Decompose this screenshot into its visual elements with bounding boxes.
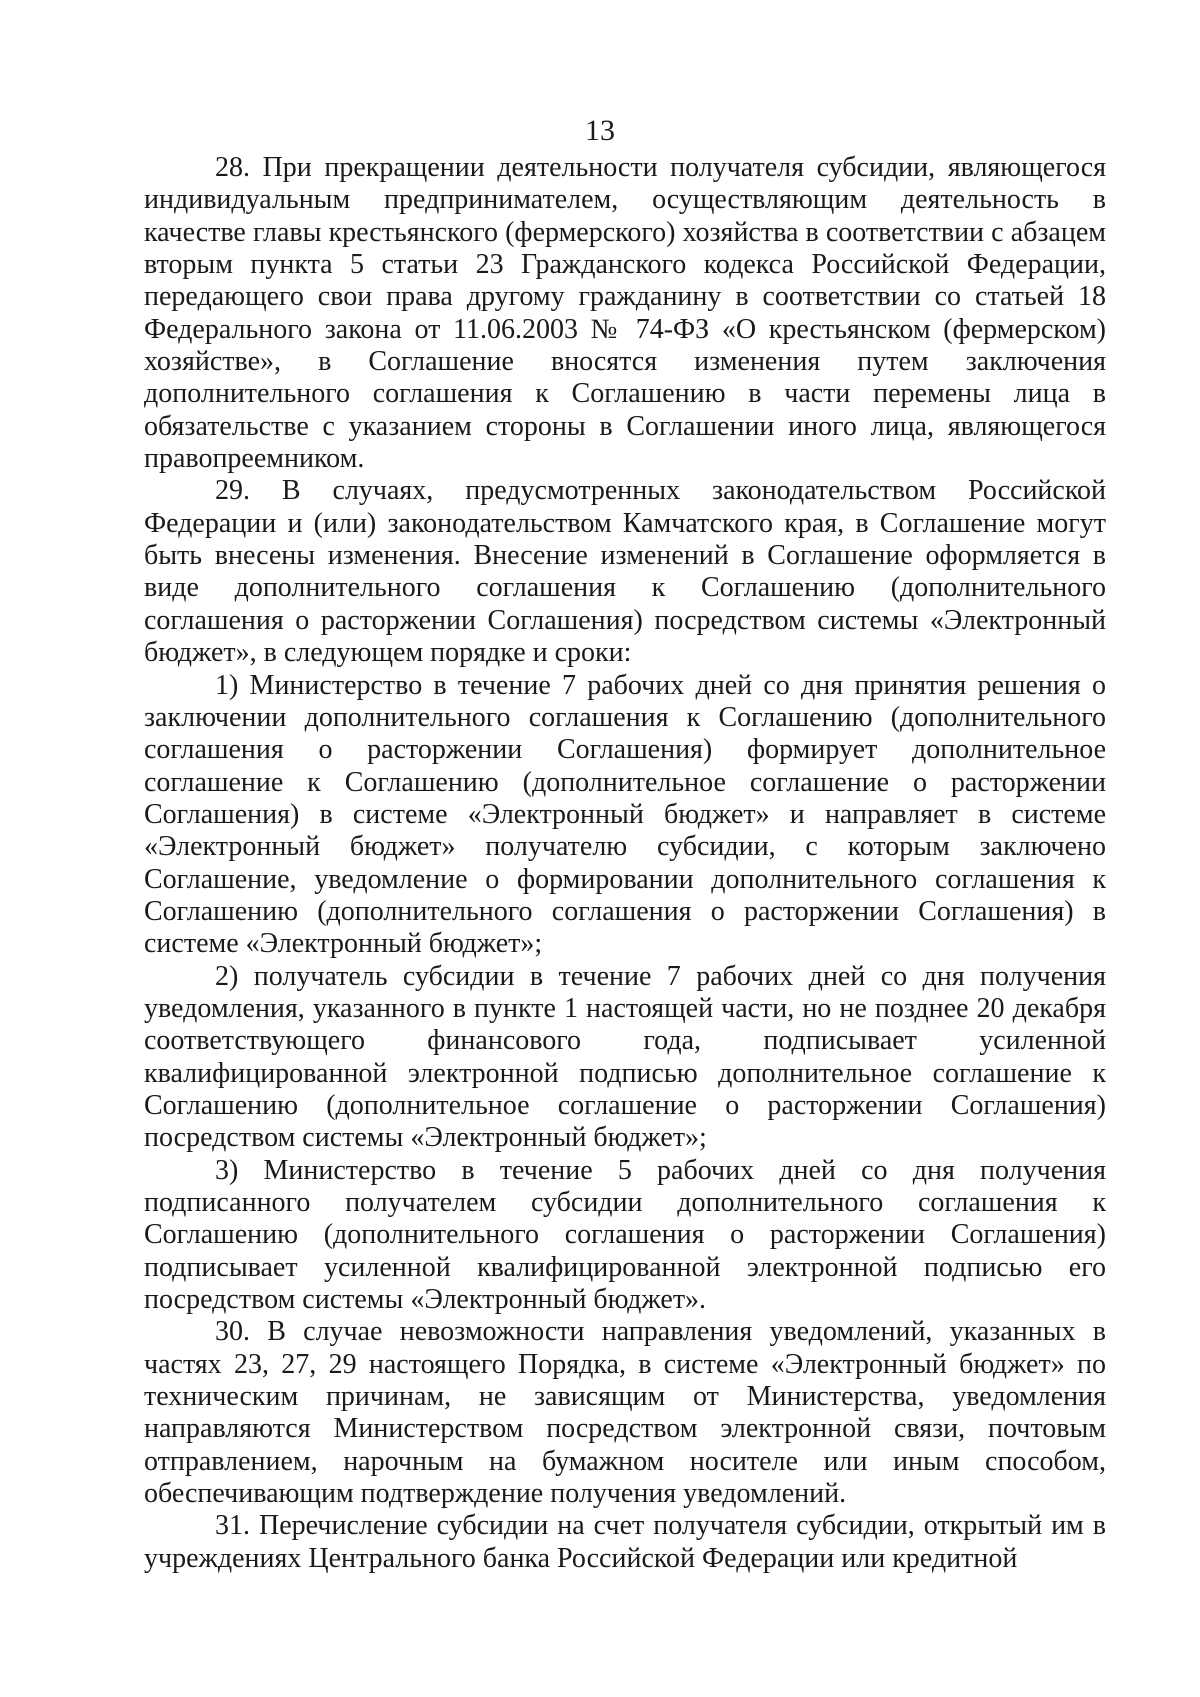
paragraph-28: 28. При прекращении деятельности получателя субсидии, являющегося индивидуальным предпринимателем, осуществляющим деятельность в качестве главы крестьянского (фермерского) хозяйства в соответствии с абзацем вторым пункта 5 статьи 23 Гражданского кодекса Российской Федерации, передающего свои права другому гражданину в соответствии со статьей 18 Федерального закона от 11.06.2003 № 74-ФЗ «О крестьянском (фермерском) хозяйстве», в Соглашение вносятся изменения путем заключения дополнительного соглашения к Соглашению в части перемены лица в обязательстве с указанием стороны в Соглашении иного лица, являющегося правопреемником. (144, 152, 1106, 475)
paragraph-29-item-1: 1) Министерство в течение 7 рабочих дней со дня принятия решения о заключении дополнительного соглашения к Соглашению (дополнительного соглашения о расторжении Соглашения) формирует дополнительное соглашение к Соглашению (дополнительное соглашение о расторжении Соглашения) в системе «Электронный бюджет» и направляет в системе «Электронный бюджет» получателю субсидии, с которым заключено Соглашение, уведомление о формировании дополнительного соглашения к Соглашению (дополнительного соглашения о расторжении Соглашения) в системе «Электронный бюджет»; (144, 669, 1106, 960)
paragraph-29: 29. В случаях, предусмотренных законодательством Российской Федерации и (или) законодательством Камчатского края, в Соглашение могут быть внесены изменения. Внесение изменений в Соглашение оформляется в виде дополнительного соглашения к Соглашению (дополнительного соглашения о расторжении Соглашения) посредством системы «Электронный бюджет», в следующем порядке и сроки: (144, 475, 1106, 669)
page-number: 13 (585, 114, 615, 147)
paragraph-29-item-3: 3) Министерство в течение 5 рабочих дней со дня получения подписанного получателем субсидии дополнительного соглашения к Соглашению (дополнительного соглашения о расторжении Соглашения) подписывает усиленной квалифицированной электронной подписью его посредством системы «Электронный бюджет». (144, 1154, 1106, 1316)
document-body (144, 152, 1106, 1575)
paragraph-30: 30. В случае невозможности направления уведомлений, указанных в частях 23, 27, 29 настоящего Порядка, в системе «Электронный бюджет» по техническим причинам, не зависящим от Министерства, уведомления направляются Министерством посредством электронной связи, почтовым отправлением, нарочным на бумажном носителе или иным способом, обеспечивающим подтверждение получения уведомлений. (144, 1316, 1106, 1510)
paragraph-31: 31. Перечисление субсидии на счет получателя субсидии, открытый им в учреждениях Центрального банка Российской Федерации или кредитной (144, 1510, 1106, 1574)
paragraph-29-item-2: 2) получатель субсидии в течение 7 рабочих дней со дня получения уведомления, указанного в пункте 1 настоящей части, но не позднее 20 декабря соответствующего финансового года, подписывает усиленной квалифицированной электронной подписью дополнительное соглашение к Соглашению (дополнительное соглашение о расторжении Соглашения) посредством системы «Электронный бюджет»; (144, 960, 1106, 1154)
